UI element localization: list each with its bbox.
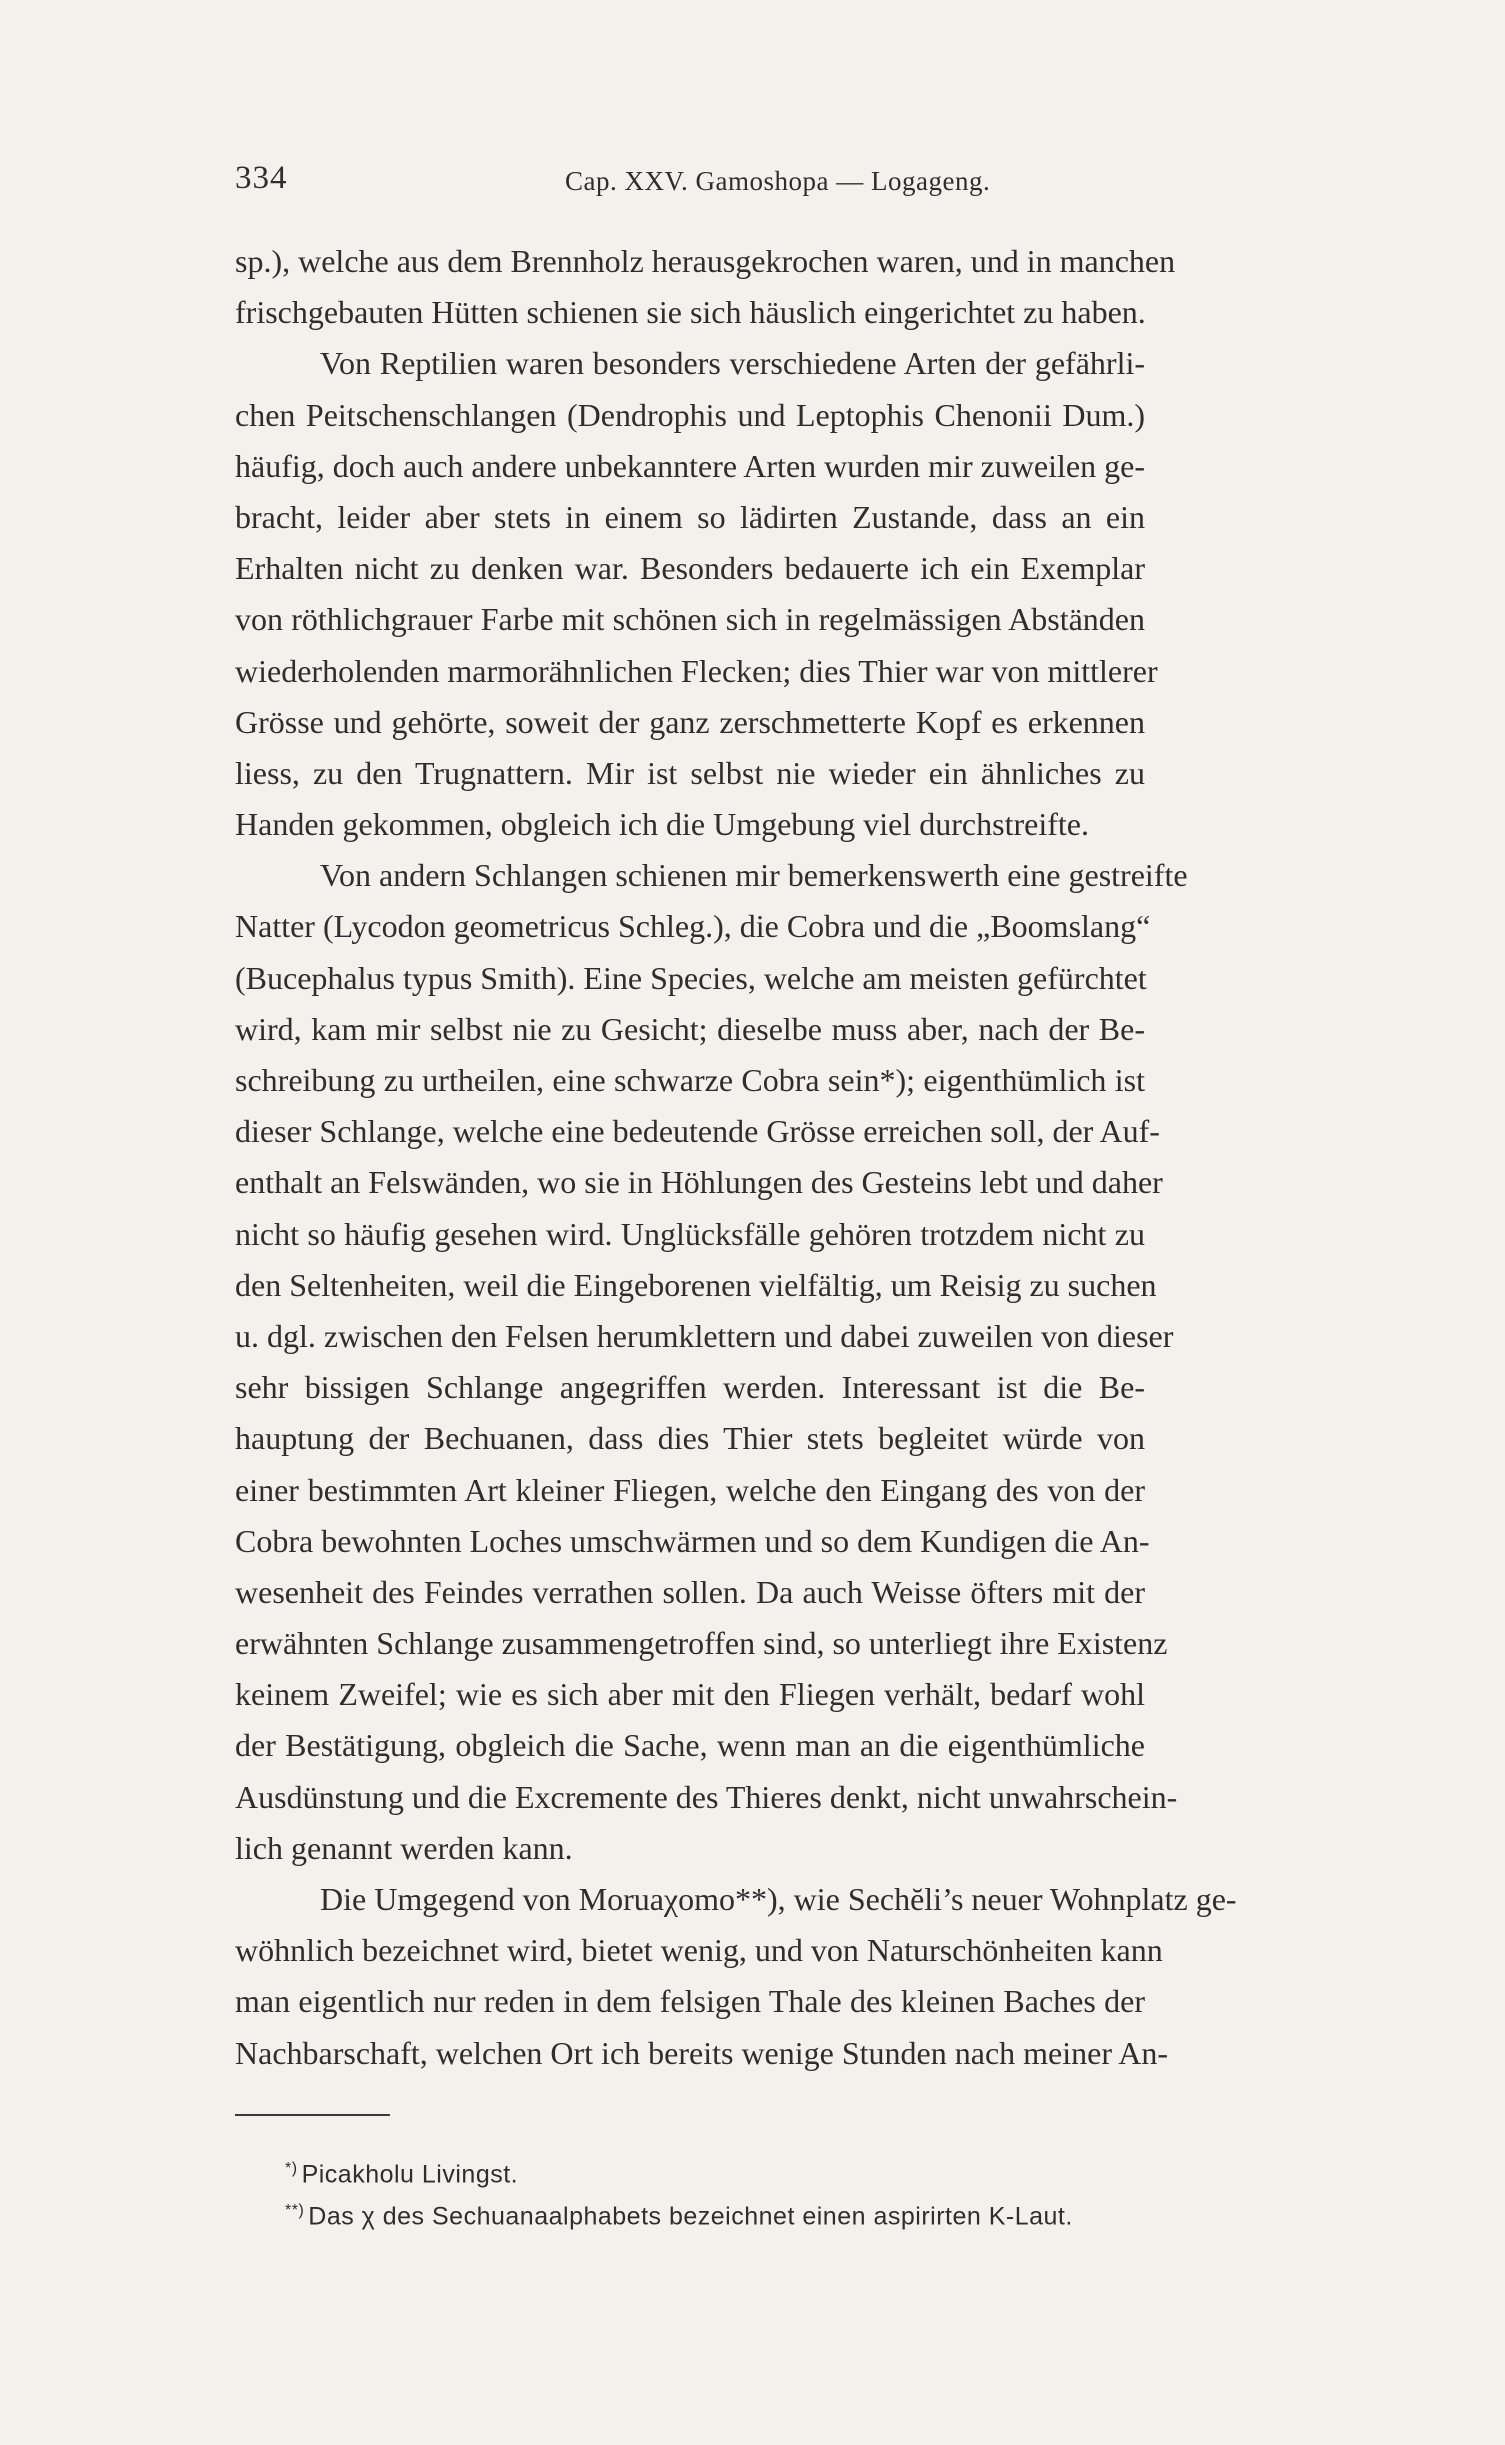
text-line: Die Umgegend von Moruaχomo**), wie Sechĕli’s neuer Wohnplatz ge- [320, 1881, 1237, 1917]
text-line: sehr bissigen Schlange angegriffen werden. Interessant ist die Be- [235, 1369, 1145, 1406]
text-line: Grösse und gehörte, soweit der ganz zerschmetterte Kopf es erkennen [235, 703, 1145, 740]
text-line: Cobra bewohnten Loches umschwärmen und so dem Kundigen die An- [235, 1522, 1150, 1559]
text-line: von röthlichgrauer Farbe mit schönen sich in regelmässigen Abständen [235, 601, 1145, 638]
text-line: lich genannt werden kann. [235, 1829, 573, 1866]
footnote-1 [285, 2148, 1145, 2190]
text-line: Nachbarschaft, welchen Ort ich bereits wenige Stunden nach meiner An- [235, 2034, 1168, 2071]
page-header [235, 160, 1140, 202]
text-line: frischgebauten Hütten schienen sie sich häuslich eingerichtet zu haben. [235, 294, 1146, 331]
text-line: Erhalten nicht zu denken war. Besonders bedauerte ich ein Exemplar [235, 550, 1145, 587]
text-line: der Bestätigung, obgleich die Sache, wenn man an die eigenthümliche [235, 1727, 1145, 1764]
page-number: 334 [235, 160, 288, 196]
text-line: nicht so häufig gesehen wird. Unglücksfälle gehören trotzdem nicht zu [235, 1215, 1145, 1252]
footnote-marker: *) [285, 2160, 298, 2177]
text-line: wesenheit des Feindes verrathen sollen. Da auch Weisse öfters mit der [235, 1573, 1145, 1610]
text-line: wöhnlich bezeichnet wird, bietet wenig, und von Naturschönheiten kann [235, 1932, 1163, 1969]
text-line: Ausdünstung und die Excremente des Thieres denkt, nicht unwahrschein- [235, 1778, 1178, 1815]
body-text [235, 236, 1237, 2079]
text-line: hauptung der Bechuanen, dass dies Thier stets begleitet würde von [235, 1420, 1145, 1457]
text-line: schreibung zu urtheilen, eine schwarze Cobra sein*); eigenthümlich ist [235, 1062, 1145, 1098]
text-line: sp.), welche aus dem Brennholz herausgekrochen waren, und in manchen [235, 243, 1176, 279]
text-line: dieser Schlange, welche eine bedeutende Grösse erreichen soll, der Auf- [235, 1113, 1160, 1150]
footnote-marker: **) [285, 2202, 305, 2219]
text-line: bracht, leider aber stets in einem so lädirten Zustande, dass an ein [235, 498, 1145, 535]
text-line: wird, kam mir selbst nie zu Gesicht; dieselbe muss aber, nach der Be- [235, 1010, 1145, 1047]
text-line: erwähnten Schlange zusammengetroffen sind, so unterliegt ihre Existenz [235, 1625, 1168, 1662]
text-line: Handen gekommen, obgleich ich die Umgebung viel durchstreifte. [235, 806, 1089, 843]
footnote-text: Picakholu Livingst. [301, 2160, 519, 2189]
text-line: wiederholenden marmorähnlichen Flecken; dies Thier war von mittlerer [235, 652, 1158, 689]
text-line: enthalt an Felswänden, wo sie in Höhlungen des Gesteins lebt und daher [235, 1164, 1163, 1201]
text-line: u. dgl. zwischen den Felsen herumklettern und dabei zuweilen von dieser [235, 1317, 1174, 1354]
footnote-2 [285, 2190, 1145, 2232]
text-line: chen Peitschenschlangen (Dendrophis und Leptophis Chenonii Dum.) [235, 396, 1145, 433]
text-line: man eigentlich nur reden in dem felsigen Thale des kleinen Baches der [235, 1983, 1145, 2020]
text-line: einer bestimmten Art kleiner Fliegen, welche den Eingang des von der [235, 1471, 1145, 1508]
text-line: Natter (Lycodon geometricus Schleg.), die Cobra und die „Boomslang“ [235, 908, 1151, 945]
text-line: keinem Zweifel; wie es sich aber mit den Fliegen verhält, bedarf wohl [235, 1676, 1145, 1713]
text-line: Von Reptilien waren besonders verschiedene Arten der gefährli- [320, 345, 1145, 382]
text-line: (Bucephalus typus Smith). Eine Species, welche am meisten gefürchtet [235, 959, 1147, 996]
footnotes [285, 2148, 1145, 2232]
footnote-text: Das χ des Sechuanaalphabets bezeichnet einen aspirirten K-Laut. [308, 2202, 1073, 2231]
text-line: liess, zu den Trugnattern. Mir ist selbst nie wieder ein ähnliches zu [235, 754, 1145, 791]
text-line: häufig, doch auch andere unbekanntere Arten wurden mir zuweilen ge- [235, 447, 1145, 484]
text-line: den Seltenheiten, weil die Eingeborenen vielfältig, um Reisig zu suchen [235, 1266, 1157, 1303]
footnote-divider [235, 2114, 390, 2116]
text-line: Von andern Schlangen schienen mir bemerkenswerth eine gestreifte [320, 857, 1188, 894]
running-head: Cap. XXV. Gamoshopa — Logageng. [565, 166, 991, 196]
